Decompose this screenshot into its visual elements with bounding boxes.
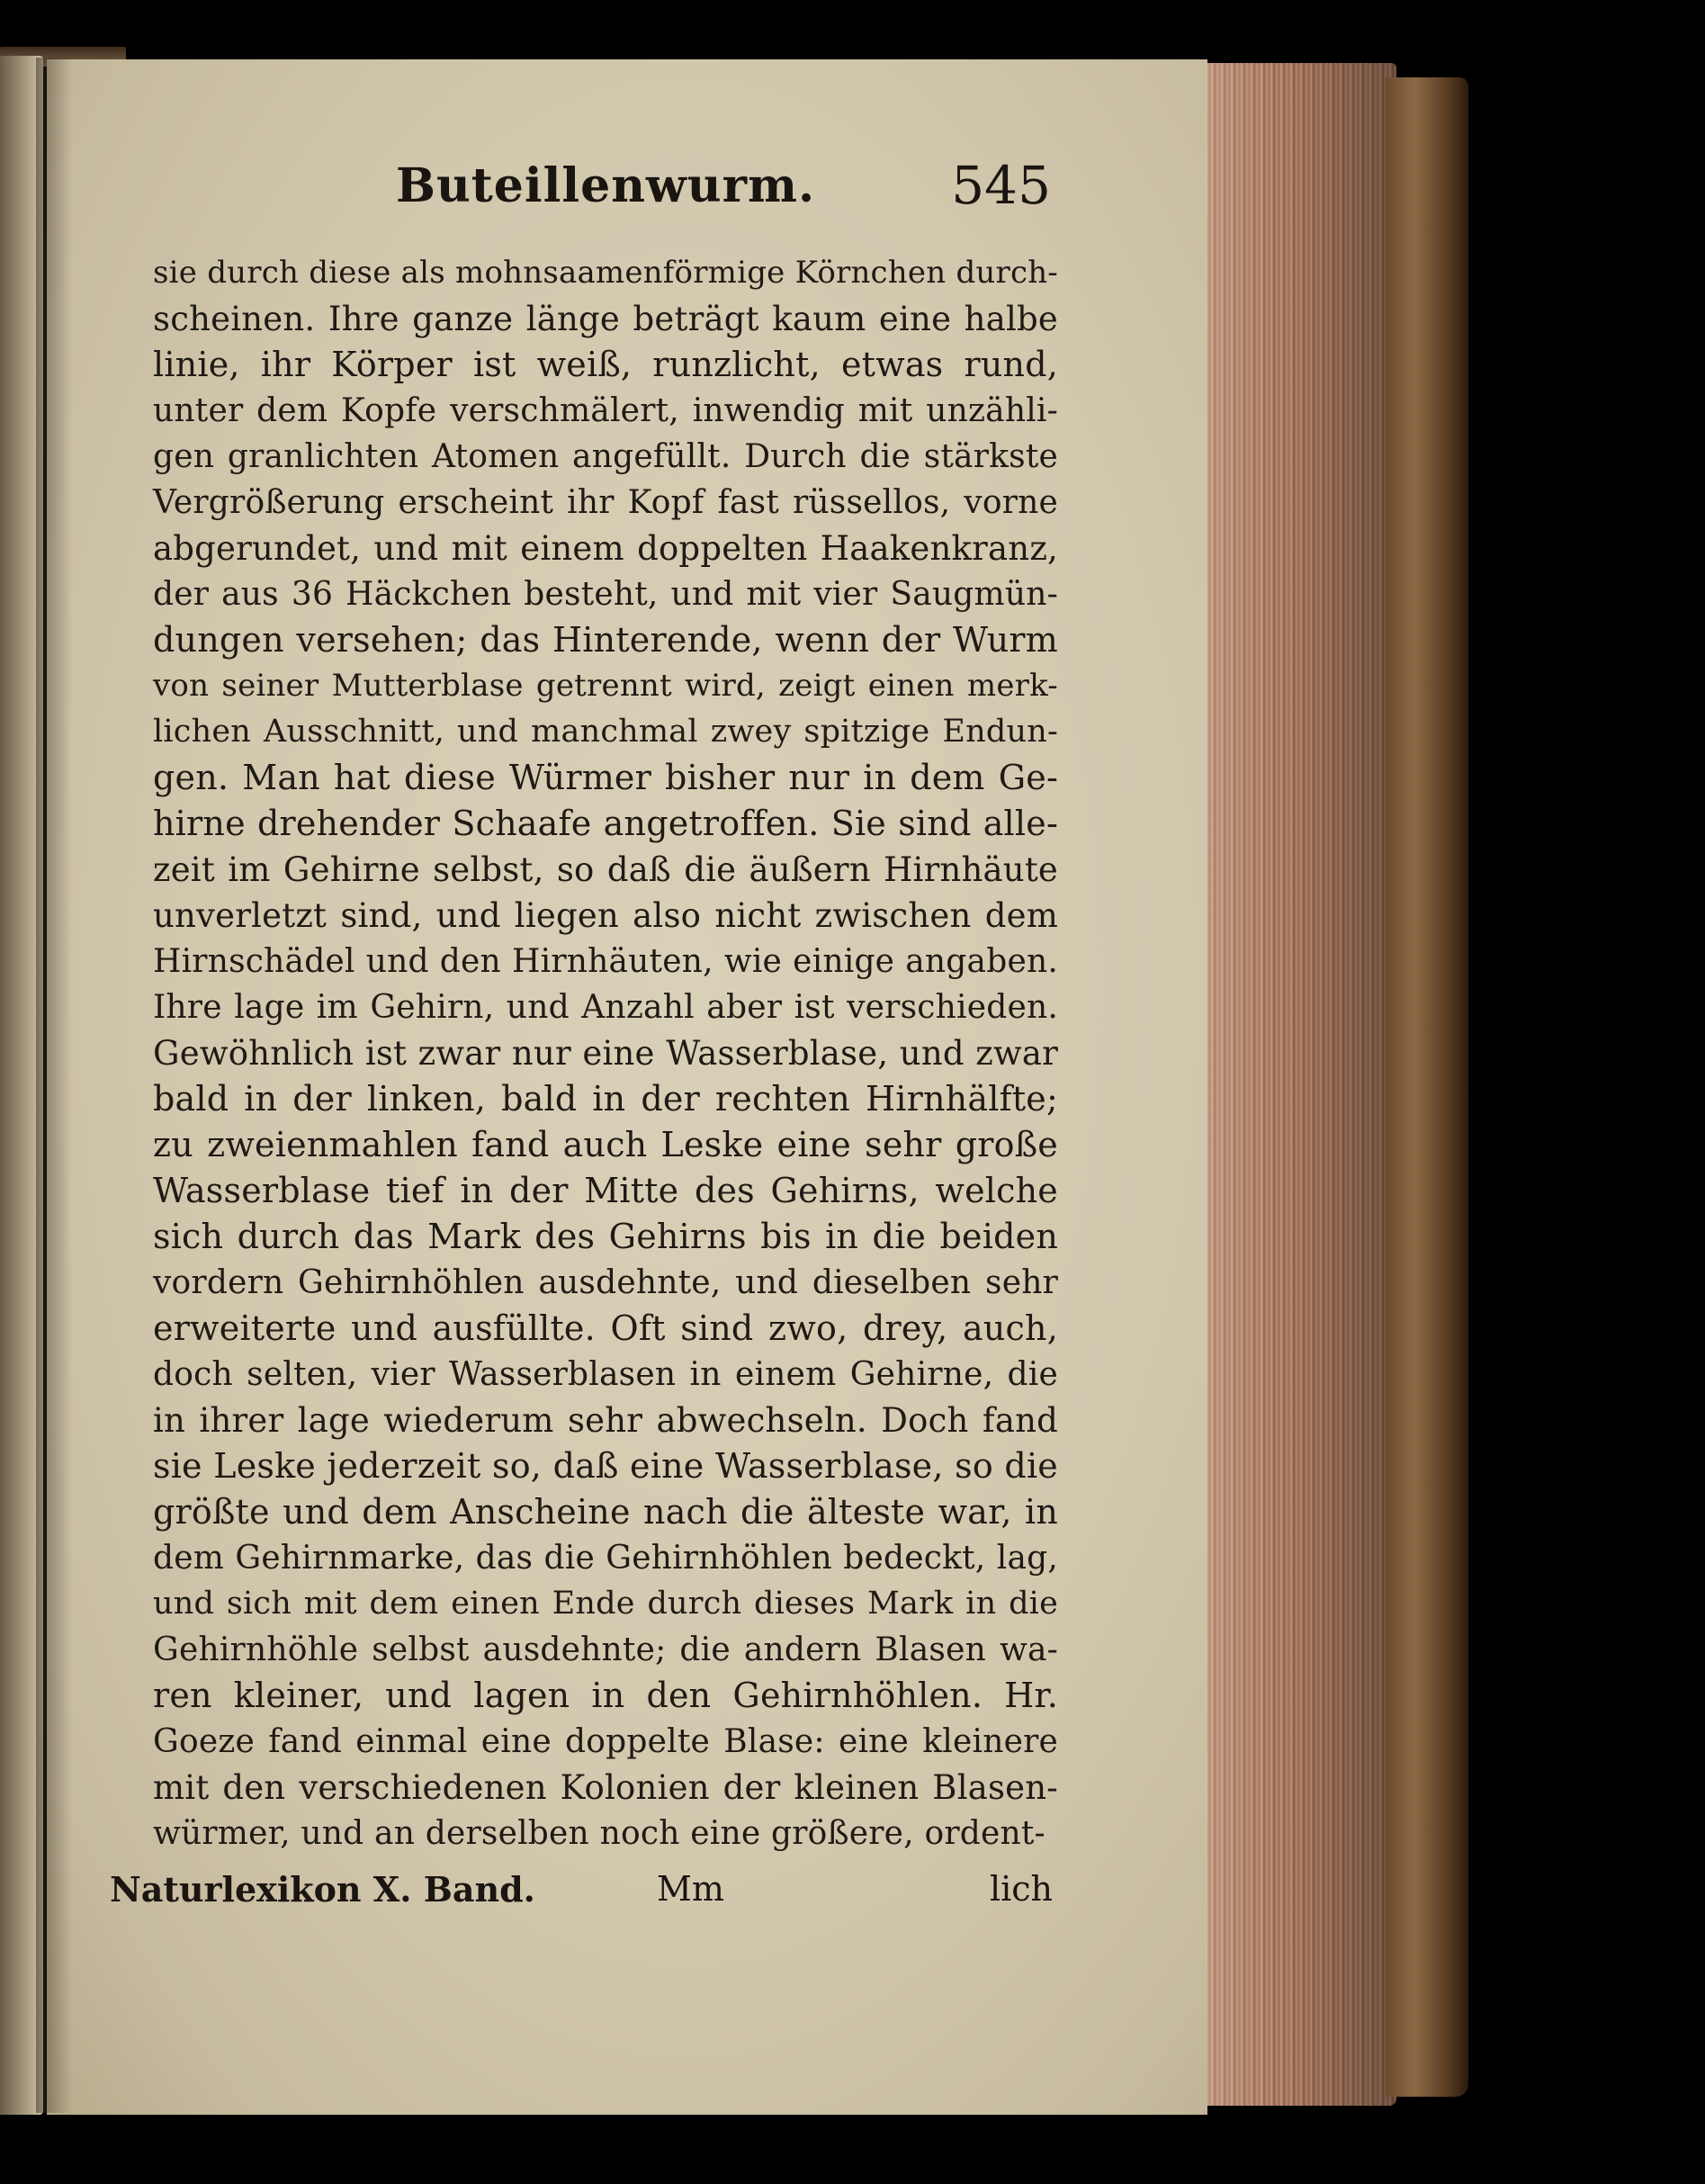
text-line: abgerundet, und mit einem doppelten Haakenkranz, — [153, 529, 1058, 568]
text-line: bald in der linken, bald in der rechten Hirnhälfte; — [153, 1079, 1058, 1119]
text-line: würmer, und an derselben noch eine größere, ordent- — [153, 1815, 1045, 1852]
text-line: vordern Gehirnhöhlen ausdehnte, und dieselben sehr — [153, 1264, 1058, 1301]
text-line: dem Gehirnmarke, das die Gehirnhöhlen bedeckt, lag, — [153, 1540, 1058, 1577]
volume-footer: Naturlexikon X. Band. — [110, 1869, 535, 1910]
text-line: Vergrößerung erscheint ihr Kopf fast rüssellos, vorne — [153, 484, 1058, 521]
running-head — [153, 153, 1058, 227]
text-line: der aus 36 Häckchen besteht, und mit vier Saugmün- — [153, 576, 1058, 613]
running-head-title: Buteillenwurm. — [396, 158, 816, 213]
text-line: scheinen. Ihre ganze länge beträgt kaum eine halbe — [153, 300, 1058, 338]
spine-shadow — [36, 58, 72, 2113]
fore-edge-shading — [1207, 63, 1396, 2106]
text-line: zeit im Gehirne selbst, so daß die äußern Hirnhäute — [153, 850, 1058, 889]
text-line: von seiner Mutterblase getrennt wird, zeigt einen merk- — [153, 668, 1058, 704]
book-cover-edge — [1386, 77, 1468, 2097]
text-line: sie durch diese als mohnsaamenförmige Körnchen durch- — [153, 255, 1058, 291]
text-line: und sich mit dem einen Ende durch dieses Mark in die — [153, 1586, 1058, 1622]
page-footer — [110, 1862, 1058, 1916]
text-line: linie, ihr Körper ist weiß, runzlicht, etwas rund, — [153, 345, 1058, 384]
text-line: in ihrer lage wiederum sehr abwechseln. Doch fand — [153, 1401, 1058, 1440]
signature-mark: Mm — [657, 1869, 724, 1909]
text-line: Goeze fand einmal eine doppelte Blase: eine kleinere — [153, 1723, 1058, 1760]
page-text-block — [110, 153, 1058, 1916]
text-line: doch selten, vier Wasserblasen in einem Gehirne, die — [153, 1356, 1058, 1393]
text-line: mit den verschiedenen Kolonien der kleinen Blasen- — [153, 1768, 1058, 1807]
text-line: ren kleiner, und lagen in den Gehirnhöhlen. Hr. — [153, 1676, 1058, 1715]
page-number: 545 — [951, 155, 1051, 216]
text-line: unverletzt sind, und liegen also nicht zwischen dem — [153, 896, 1058, 935]
catchword: lich — [989, 1869, 1053, 1909]
text-line: Gehirnhöhle selbst ausdehnte; die andern Blasen wa- — [153, 1631, 1058, 1668]
body-text — [153, 250, 1058, 1856]
text-line: unter dem Kopfe verschmälert, inwendig mit unzähli- — [153, 392, 1058, 429]
text-line: Wasserblase tief in der Mitte des Gehirns, welche — [153, 1171, 1058, 1210]
text-line: sie Leske jederzeit so, daß eine Wasserblase, so die — [153, 1446, 1058, 1486]
text-line: Gewöhnlich ist zwar nur eine Wasserblase, und zwar — [153, 1034, 1058, 1073]
text-line: lichen Ausschnitt, und manchmal zwey spitzige Endun- — [153, 714, 1058, 750]
text-line: gen granlichten Atomen angefüllt. Durch die stärkste — [153, 438, 1058, 475]
text-line: Ihre lage im Gehirn, und Anzahl aber ist verschieden. — [153, 989, 1058, 1026]
text-line: dungen versehen; das Hinterende, wenn der Wurm — [153, 620, 1058, 660]
text-line: gen. Man hat diese Würmer bisher nur in dem Ge- — [153, 758, 1058, 797]
text-line: hirne drehender Schaafe angetroffen. Sie sind alle- — [153, 804, 1058, 843]
text-line: erweiterte und ausfüllte. Oft sind zwo, drey, auch, — [153, 1308, 1058, 1348]
text-line: größte und dem Anscheine nach die älteste war, in — [153, 1492, 1058, 1532]
text-line: sich durch das Mark des Gehirns bis in die beiden — [153, 1217, 1058, 1256]
text-line: zu zweienmahlen fand auch Leske eine sehr große — [153, 1125, 1058, 1164]
text-line: Hirnschädel und den Hirnhäuten, wie einige angaben. — [153, 943, 1058, 980]
